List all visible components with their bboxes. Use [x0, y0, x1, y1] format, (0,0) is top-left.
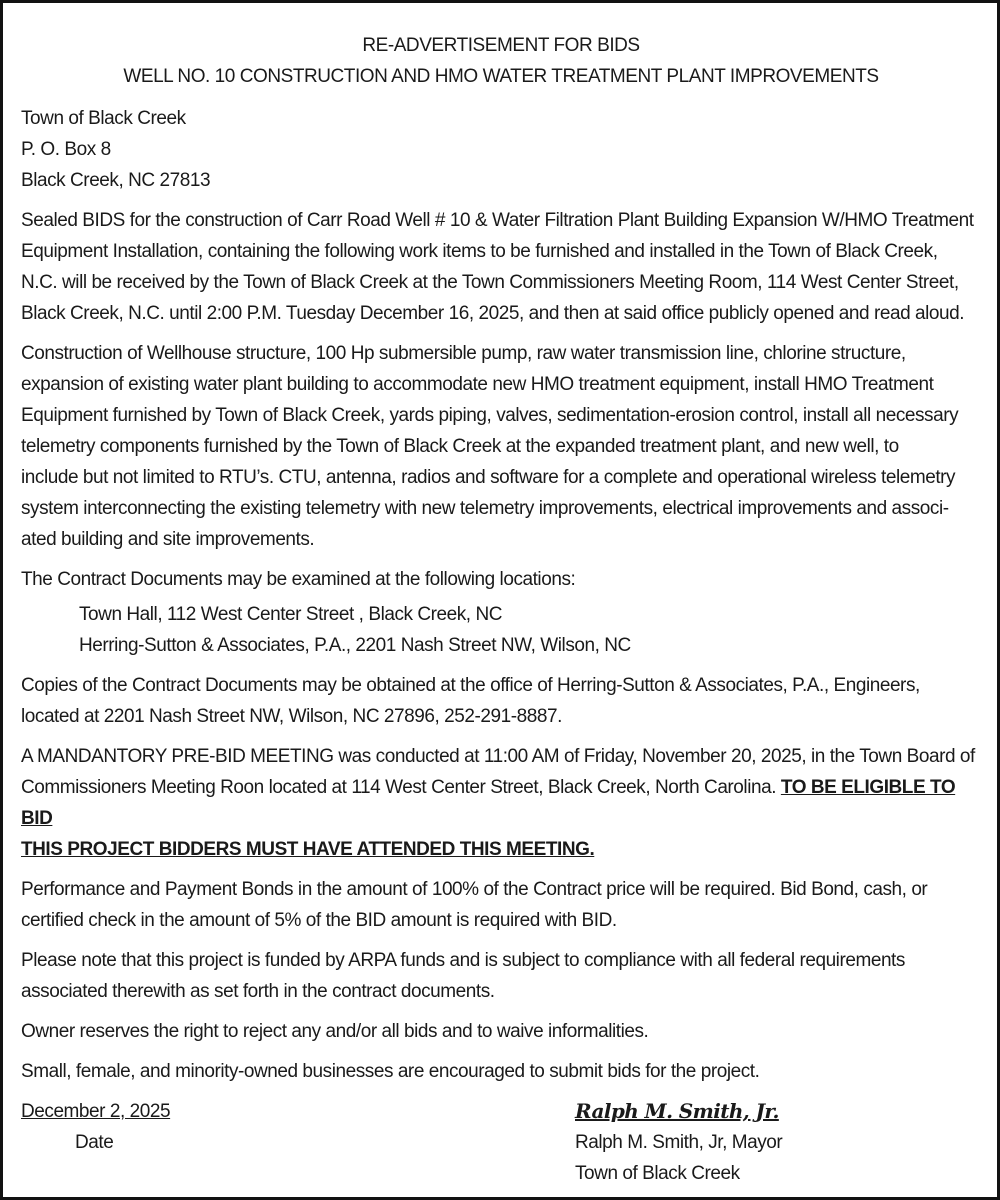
address-block	[21, 103, 981, 196]
location-item: Herring-Sutton & Associates, P.A., 2201 Nash Street NW, Wilson, NC	[79, 635, 631, 656]
title-line-1: RE-ADVERTISEMENT FOR BIDS	[362, 35, 640, 56]
location-item: Town Hall, 112 West Center Street , Black Creek, NC	[79, 604, 503, 625]
small-business-paragraph: Small, female, and minority-owned businesses are encouraged to submit bids for the project.	[21, 1061, 760, 1082]
date-block	[21, 1096, 170, 1158]
date-label: Date	[75, 1132, 114, 1153]
meeting-text: A MANDANTORY PRE-BID MEETING was conducted at 11:00 AM of Friday, November 20, 2025, in the Town Board of Commissioners Meeting Roon located at 114 West Center Street, Black Creek, North Carolina.	[21, 746, 975, 798]
examined-paragraph: The Contract Documents may be examined at the following locations:	[21, 569, 576, 590]
locations-list	[21, 599, 981, 661]
construction-paragraph: Construction of Wellhouse structure, 100 Hp submersible pump, raw water transmission line, chlorine structure, expansion of existing water plant building to accommodate new HMO treatment equipment, install HMO Treatment Equipment furnished by Town of Black Creek, yards piping, valves, sedimentation-erosion control, install all necessary telemetry components furnished by the Town of Black Creek at the expanded treatment plant, and new well, to include but not limited to RTU’s. CTU, antenna, radios and software for a complete and operational wireless telemetry system interconnecting the existing telemetry with new telemetry improvements, electrical improvements and associ- ated building and site improvements.	[21, 343, 959, 550]
meeting-emphasis: TO BE ELIGIBLE TO BID	[21, 777, 956, 829]
reserves-paragraph: Owner reserves the right to reject any and/or all bids and to waive informalities.	[21, 1021, 649, 1042]
signer-organization: Town of Black Creek	[575, 1163, 740, 1184]
address-line: Black Creek, NC 27813	[21, 170, 211, 191]
bonds-paragraph: Performance and Payment Bonds in the amount of 100% of the Contract price will be required. Bid Bond, cash, or certified check in the amount of 5% of the BID amount is required with BID.	[21, 879, 928, 931]
date-value: December 2, 2025	[21, 1101, 171, 1122]
meeting-paragraph	[21, 741, 981, 865]
signer-name-title: Ralph M. Smith, Jr, Mayor	[575, 1132, 783, 1153]
sealed-bids-paragraph: Sealed BIDS for the construction of Carr Road Well # 10 & Water Filtration Plant Building Expansion W/HMO Treatment Equipment Installation, containing the following work items to be furnished and installed in the Town of Black Creek, N.C. will be received by the Town of Black Creek at the Town Commissioners Meeting Room, 114 West Center Street, Black Creek, N.C. until 2:00 P.M. Tuesday December 16, 2025, and then at said office publicly opened and read aloud.	[21, 210, 974, 324]
address-line: P. O. Box 8	[21, 139, 111, 160]
signer-block	[575, 1096, 782, 1189]
meeting-emphasis: THIS PROJECT BIDDERS MUST HAVE ATTENDED THIS MEETING.	[21, 839, 595, 860]
copies-paragraph: Copies of the Contract Documents may be obtained at the office of Herring-Sutton & Associates, P.A., Engineers, located at 2201 Nash Street NW, Wilson, NC 27896, 252-291-8887.	[21, 675, 920, 727]
bid-notice	[21, 30, 981, 1196]
signature-block	[21, 1096, 981, 1196]
handwritten-signature: Ralph M. Smith, Jr.	[575, 1099, 779, 1123]
arpa-paragraph: Please note that this project is funded by ARPA funds and is subject to compliance with all federal requirements associated therewith as set forth in the contract documents.	[21, 950, 905, 1002]
address-line: Town of Black Creek	[21, 108, 186, 129]
title-line-2: WELL NO. 10 CONSTRUCTION AND HMO WATER TREATMENT PLANT IMPROVEMENTS	[123, 66, 879, 87]
